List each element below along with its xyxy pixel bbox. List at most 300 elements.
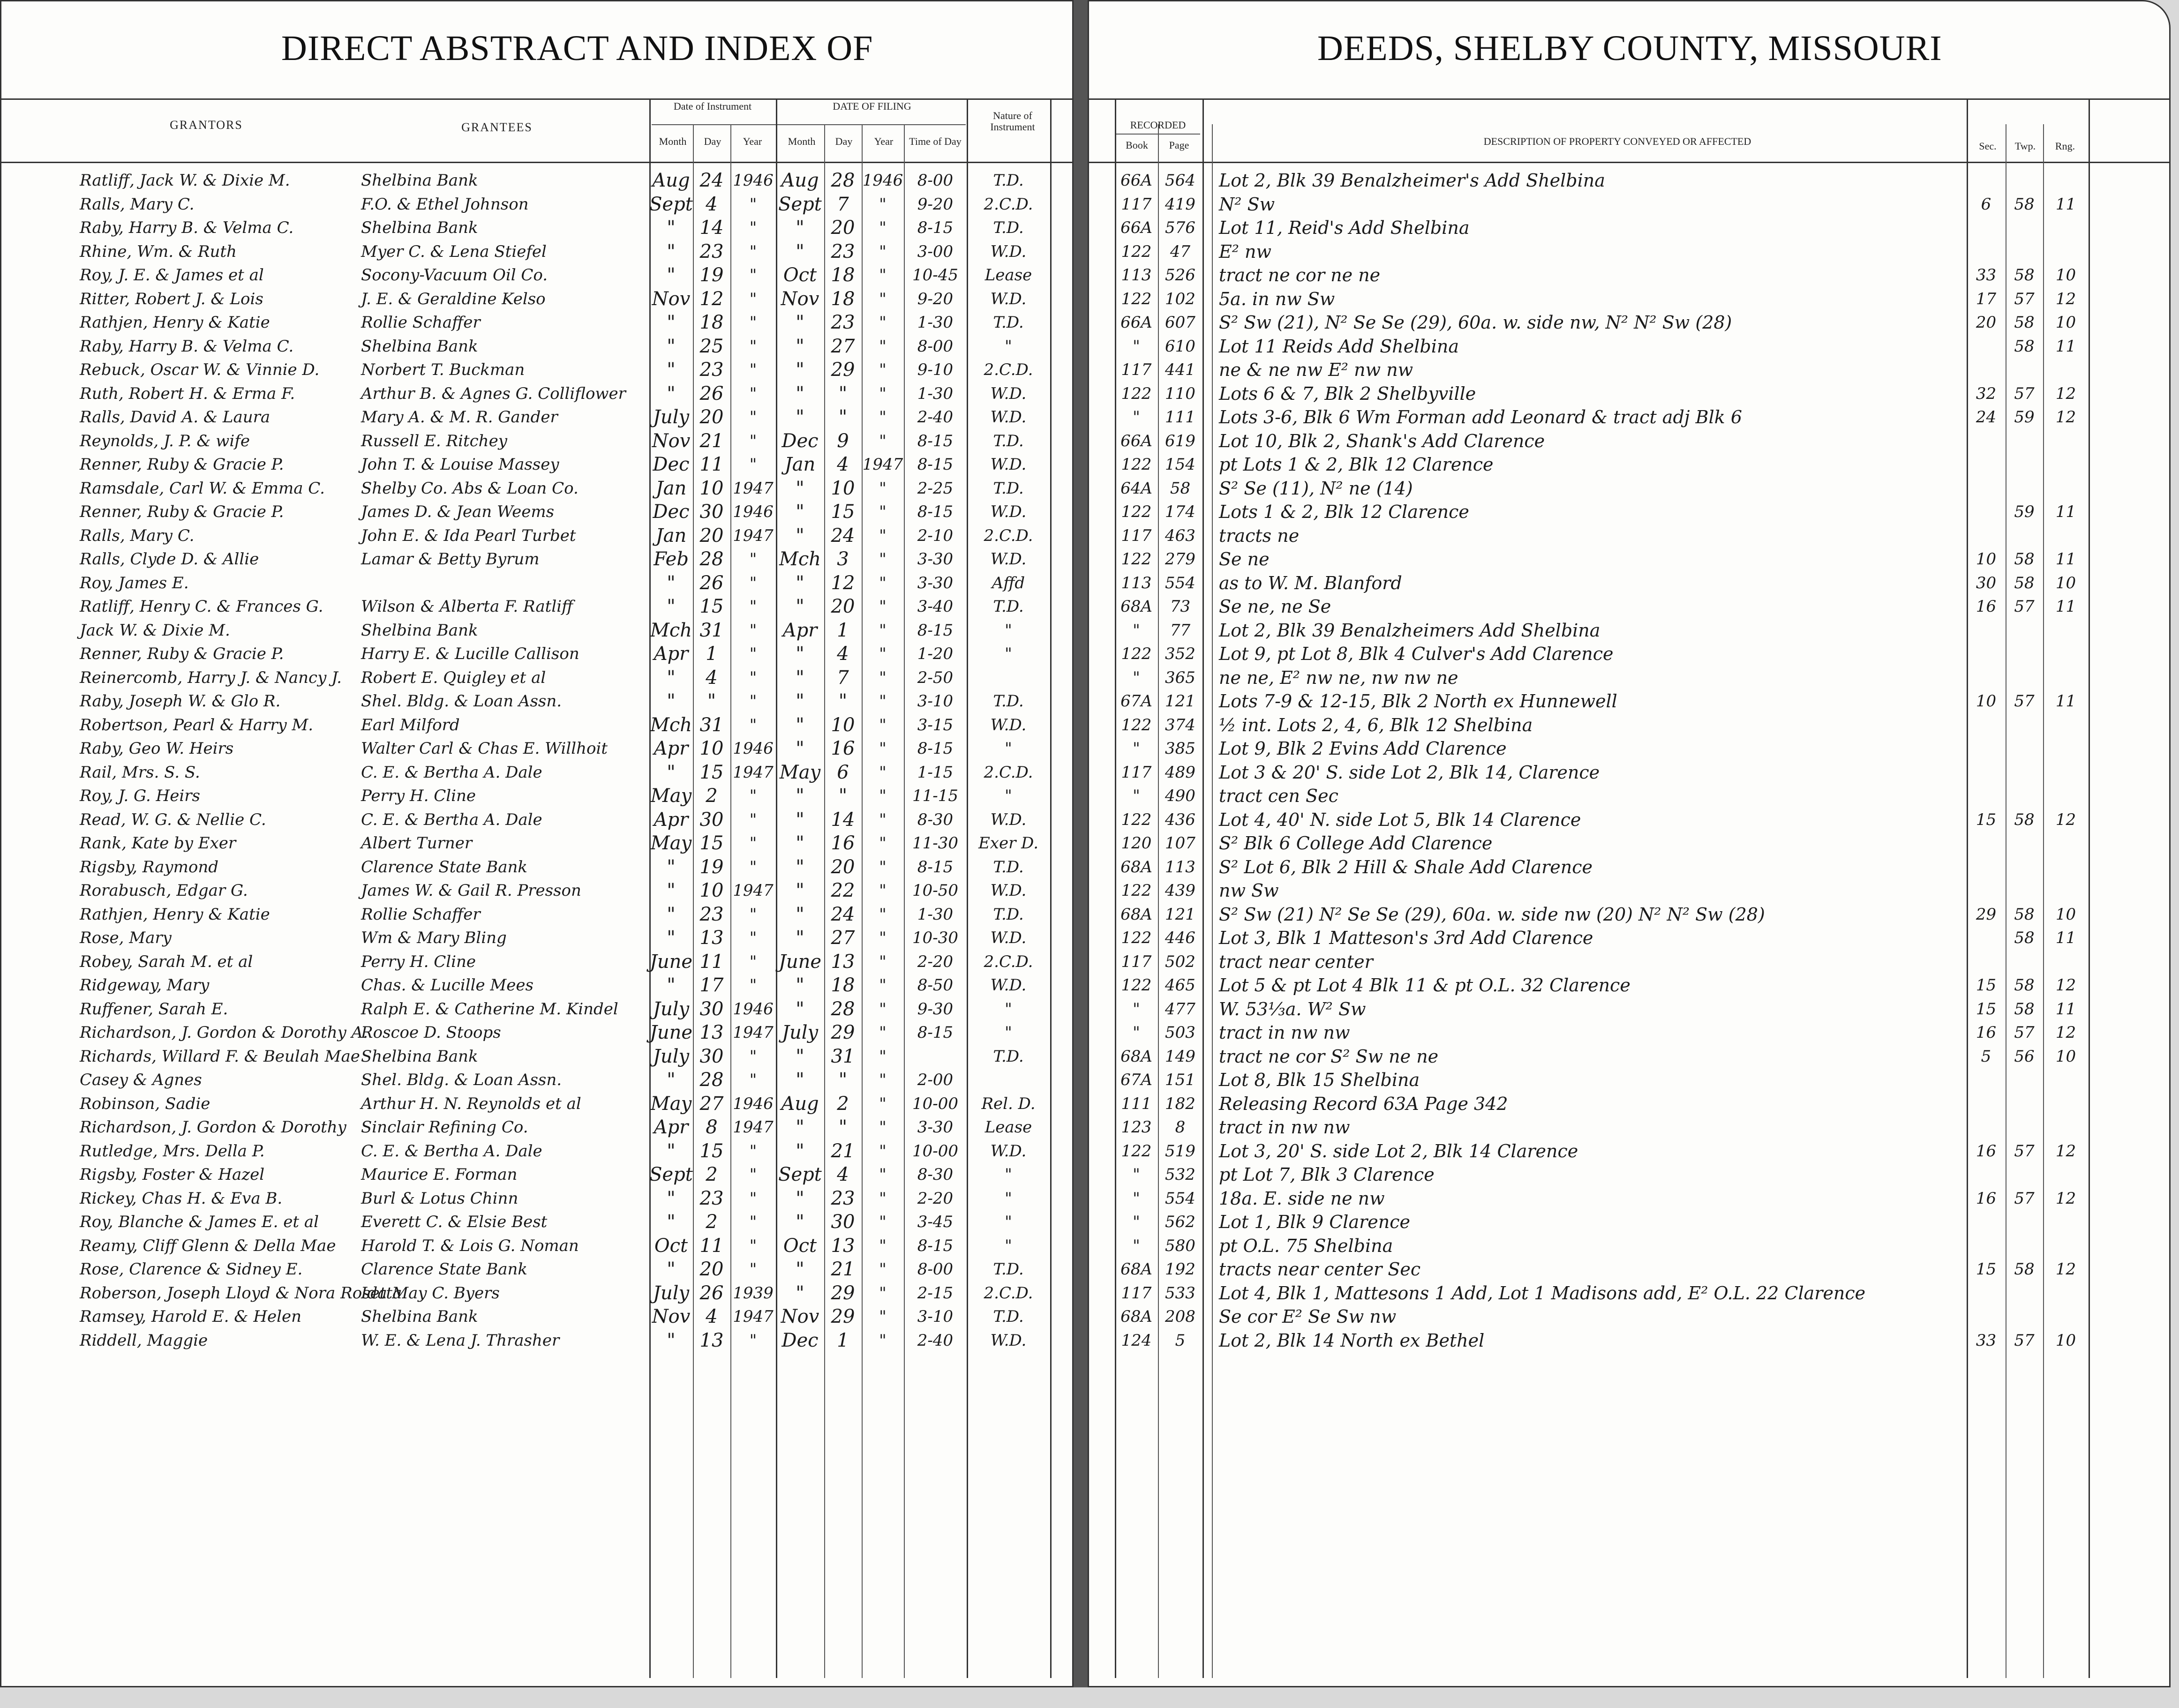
nature-cell: " bbox=[1005, 1165, 1012, 1184]
page-title-right: DEEDS, SHELBY COUNTY, MISSOURI bbox=[1317, 29, 1942, 68]
description-cell: 5a. in nw Sw bbox=[1219, 288, 1335, 309]
book-cell: " bbox=[1133, 408, 1140, 427]
header-sec: Sec. bbox=[1979, 140, 1997, 152]
instrument-year-cell: " bbox=[749, 431, 757, 450]
grantee-cell: Lamar & Betty Byrum bbox=[361, 550, 540, 569]
page-cell: 533 bbox=[1165, 1283, 1195, 1303]
filing-month-cell: " bbox=[796, 596, 804, 617]
instrument-month-cell: Jan bbox=[655, 477, 687, 499]
instrument-day-cell: 12 bbox=[699, 288, 724, 310]
rng-cell: 10 bbox=[2055, 905, 2076, 924]
filing-day-cell: 4 bbox=[837, 643, 849, 665]
grantor-cell: Ramsey, Harold E. & Helen bbox=[80, 1307, 302, 1326]
entry-row bbox=[0, 405, 2179, 429]
entry-row bbox=[0, 926, 2179, 950]
description-cell: Lot 3, Blk 1 Matteson's 3rd Add Clarence bbox=[1219, 928, 1593, 948]
rng-cell: 11 bbox=[2055, 597, 2076, 616]
header-grantees: GRANTEES bbox=[461, 120, 533, 134]
filing-year-cell: " bbox=[879, 739, 887, 758]
nature-cell: T.D. bbox=[993, 218, 1024, 237]
filing-year-cell: " bbox=[879, 1141, 887, 1161]
instrument-day-cell: 10 bbox=[699, 880, 724, 901]
filing-year-cell: " bbox=[879, 999, 887, 1019]
book-cell: 113 bbox=[1121, 573, 1152, 592]
instrument-month-cell: June bbox=[649, 951, 693, 973]
sec-cell: 10 bbox=[1976, 692, 1997, 711]
nature-cell: " bbox=[1005, 1213, 1012, 1231]
instrument-month-cell: " bbox=[667, 690, 676, 712]
book-cell: 67A bbox=[1120, 1071, 1152, 1089]
instrument-year-cell: " bbox=[749, 810, 757, 829]
filing-time-cell: 3-30 bbox=[917, 550, 954, 569]
page-cell: 477 bbox=[1165, 999, 1195, 1019]
filing-month-cell: " bbox=[796, 335, 804, 357]
filing-year-cell: " bbox=[879, 857, 887, 876]
twp-cell: 59 bbox=[2014, 502, 2035, 521]
book-cell: 117 bbox=[1121, 526, 1152, 545]
entry-row bbox=[0, 1187, 2179, 1210]
nature-cell: 2.C.D. bbox=[984, 526, 1033, 545]
filing-year-cell: " bbox=[879, 1071, 887, 1089]
instrument-year-cell: 1947 bbox=[733, 526, 774, 545]
filing-year-cell: 1947 bbox=[862, 455, 903, 474]
nature-cell: T.D. bbox=[993, 905, 1024, 924]
filing-day-cell: " bbox=[838, 1116, 848, 1138]
grantor-cell: Ridgeway, Mary bbox=[80, 976, 210, 995]
page-cell: 73 bbox=[1170, 597, 1191, 616]
instrument-day-cell: 15 bbox=[699, 596, 724, 617]
grantor-cell: Rathjen, Henry & Katie bbox=[80, 905, 270, 924]
rng-cell: 11 bbox=[2055, 692, 2076, 711]
description-cell: tract ne cor ne ne bbox=[1219, 265, 1381, 285]
instrument-month-cell: " bbox=[667, 1187, 676, 1209]
page-cell: 182 bbox=[1165, 1094, 1195, 1113]
book-cell: " bbox=[1133, 621, 1140, 640]
instrument-month-cell: Dec bbox=[653, 501, 690, 523]
description-cell: pt Lots 1 & 2, Blk 12 Clarence bbox=[1219, 454, 1494, 475]
nature-cell: T.D. bbox=[993, 313, 1024, 332]
filing-time-cell: 8-15 bbox=[917, 1236, 954, 1255]
filing-day-cell: 20 bbox=[831, 856, 855, 878]
nature-cell: W.D. bbox=[990, 1331, 1027, 1350]
filing-year-cell: " bbox=[879, 834, 887, 853]
description-cell: Se ne, ne Se bbox=[1219, 596, 1331, 617]
book-cell: " bbox=[1133, 999, 1140, 1019]
rng-cell: 12 bbox=[2055, 408, 2076, 427]
nature-cell: W.D. bbox=[990, 550, 1027, 569]
filing-day-cell: 15 bbox=[831, 501, 855, 523]
instrument-month-cell: May bbox=[650, 785, 692, 807]
nature-cell: W.D. bbox=[990, 455, 1027, 474]
instrument-year-cell: " bbox=[749, 337, 757, 356]
instrument-year-cell: " bbox=[749, 905, 757, 924]
grantee-cell: John E. & Ida Pearl Turbet bbox=[361, 526, 576, 545]
grantee-cell: Shelbina Bank bbox=[361, 621, 478, 640]
description-cell: W. 53⅓a. W² Sw bbox=[1219, 998, 1366, 1019]
filing-year-cell: " bbox=[879, 408, 887, 427]
filing-time-cell: 3-10 bbox=[917, 1307, 954, 1326]
entry-row bbox=[0, 524, 2179, 547]
filing-year-cell: " bbox=[879, 692, 887, 711]
description-cell: Lots 6 & 7, Blk 2 Shelbyville bbox=[1219, 383, 1476, 404]
filing-day-cell: 29 bbox=[831, 1282, 855, 1304]
book-cell: " bbox=[1133, 1213, 1140, 1231]
header-bottom-rule-right bbox=[1088, 162, 2171, 163]
grantee-cell: Walter Carl & Chas E. Willhoit bbox=[361, 739, 608, 758]
description-cell: Lot 3, 20' S. side Lot 2, Blk 14 Clarence bbox=[1219, 1140, 1578, 1161]
grantee-cell: C. E. & Bertha A. Dale bbox=[361, 810, 542, 829]
page-cell: 107 bbox=[1165, 834, 1195, 853]
page-cell: 192 bbox=[1165, 1260, 1195, 1279]
sec-cell: 5 bbox=[1981, 1047, 1991, 1066]
filing-day-cell: 24 bbox=[831, 524, 855, 547]
entry-row bbox=[0, 500, 2179, 524]
grantee-cell: Rollie Schaffer bbox=[361, 313, 481, 332]
grantee-cell: Shelby Co. Abs & Loan Co. bbox=[361, 479, 579, 498]
description-cell: Lot 9, Blk 2 Evins Add Clarence bbox=[1219, 738, 1507, 759]
book-cell: 64A bbox=[1120, 479, 1152, 498]
grantor-cell: Renner, Ruby & Gracie P. bbox=[80, 455, 284, 474]
filing-day-cell: " bbox=[838, 1069, 848, 1091]
header-description: DESCRIPTION OF PROPERTY CONVEYED OR AFFECTED bbox=[1483, 135, 1751, 147]
filing-month-cell: " bbox=[796, 1045, 804, 1067]
description-cell: E² nw bbox=[1219, 241, 1272, 262]
header-time-of-day: Time of Day bbox=[909, 135, 962, 147]
twp-cell: 58 bbox=[2014, 905, 2035, 924]
filing-year-cell: " bbox=[879, 881, 887, 900]
instrument-month-cell: June bbox=[649, 1022, 693, 1043]
filing-day-cell: 29 bbox=[831, 1022, 855, 1043]
instrument-year-cell: " bbox=[749, 408, 757, 427]
filing-day-cell: 27 bbox=[831, 927, 855, 949]
instrument-day-cell: 2 bbox=[706, 785, 718, 807]
entry-row bbox=[0, 240, 2179, 263]
instrument-day-cell: 10 bbox=[699, 738, 724, 759]
filing-day-cell: 7 bbox=[837, 667, 849, 689]
filing-time-cell: 3-15 bbox=[917, 715, 954, 734]
sec-cell: 30 bbox=[1976, 573, 1997, 592]
grantor-cell: Raby, Geo W. Heirs bbox=[80, 739, 234, 758]
filing-year-cell: " bbox=[879, 1331, 887, 1350]
sec-cell: 15 bbox=[1976, 1260, 1997, 1279]
instrument-day-cell: 13 bbox=[699, 1022, 724, 1043]
page-cell: 465 bbox=[1165, 976, 1195, 995]
grantor-cell: Robinson, Sadie bbox=[80, 1094, 210, 1113]
grantee-cell: Harry E. & Lucille Callison bbox=[361, 644, 579, 663]
grantee-cell: Ida May C. Byers bbox=[361, 1283, 500, 1303]
instrument-year-cell: " bbox=[749, 929, 757, 947]
filing-month-cell: " bbox=[796, 927, 804, 949]
instrument-day-cell: 28 bbox=[699, 548, 724, 570]
filing-year-cell: " bbox=[879, 621, 887, 640]
instrument-day-cell: 31 bbox=[699, 714, 724, 736]
nature-cell: T.D. bbox=[993, 1047, 1024, 1066]
instrument-month-cell: " bbox=[667, 335, 676, 357]
instrument-month-cell: Oct bbox=[654, 1235, 688, 1257]
grantor-cell: Ritter, Robert J. & Lois bbox=[80, 289, 263, 308]
filing-day-cell: 1 bbox=[837, 1329, 849, 1351]
grantee-cell: Ralph E. & Catherine M. Kindel bbox=[361, 999, 618, 1019]
nature-cell: " bbox=[1005, 1189, 1012, 1208]
entry-row bbox=[0, 855, 2179, 879]
page-cell: 576 bbox=[1165, 218, 1195, 237]
grantee-cell: Perry H. Cline bbox=[361, 952, 476, 971]
filing-month-cell: July bbox=[781, 1022, 819, 1043]
nature-cell: T.D. bbox=[993, 171, 1024, 190]
entry-row bbox=[0, 1210, 2179, 1234]
twp-cell: 57 bbox=[2014, 1023, 2035, 1042]
header-bottom-rule-left bbox=[0, 162, 1074, 163]
header-grantors: GRANTORS bbox=[170, 118, 243, 132]
instrument-month-cell: " bbox=[667, 359, 676, 381]
instrument-year-cell: " bbox=[749, 1165, 757, 1184]
description-cell: tract cen Sec bbox=[1219, 786, 1338, 806]
instrument-month-cell: Nov bbox=[652, 1306, 691, 1327]
page-cell: 121 bbox=[1165, 692, 1195, 711]
page-cell: 208 bbox=[1165, 1307, 1195, 1326]
instrument-year-cell: " bbox=[749, 1236, 757, 1255]
description-cell: Lot 2, Blk 39 Benalzheimer's Add Shelbina bbox=[1219, 170, 1605, 191]
filing-time-cell: 8-50 bbox=[917, 976, 954, 995]
description-cell: ne ne, E² nw ne, nw nw ne bbox=[1219, 667, 1458, 688]
instrument-day-cell: 2 bbox=[706, 1164, 718, 1185]
instrument-month-cell: " bbox=[667, 1329, 676, 1351]
entry-row bbox=[0, 1045, 2179, 1068]
filing-month-cell: " bbox=[796, 312, 804, 333]
grantor-cell: Rose, Mary bbox=[80, 929, 172, 947]
grantee-cell: Clarence State Bank bbox=[361, 1260, 527, 1279]
sec-cell: 33 bbox=[1976, 1331, 1997, 1350]
grantee-cell: C. E. & Bertha A. Dale bbox=[361, 1141, 542, 1161]
page-cell: 564 bbox=[1165, 171, 1195, 190]
entry-row bbox=[0, 974, 2179, 997]
book-cell: 122 bbox=[1121, 810, 1152, 829]
filing-year-cell: " bbox=[879, 1307, 887, 1326]
filing-time-cell: 2-10 bbox=[917, 526, 954, 545]
book-cell: 117 bbox=[1121, 952, 1152, 971]
entry-row bbox=[0, 808, 2179, 832]
grantor-cell: Rose, Clarence & Sidney E. bbox=[80, 1260, 303, 1279]
nature-cell: 2.C.D. bbox=[984, 763, 1033, 782]
instrument-year-cell: " bbox=[749, 195, 757, 214]
entry-row bbox=[0, 263, 2179, 287]
instrument-day-cell: 23 bbox=[699, 359, 724, 381]
page-cell: 619 bbox=[1165, 431, 1195, 450]
filing-month-cell: " bbox=[796, 477, 804, 499]
page-cell: 279 bbox=[1165, 550, 1195, 569]
filing-year-cell: " bbox=[879, 337, 887, 356]
header-date-rule bbox=[652, 124, 966, 125]
instrument-day-cell: 15 bbox=[699, 1140, 724, 1162]
twp-cell: 58 bbox=[2014, 976, 2035, 995]
book-cell: 68A bbox=[1120, 905, 1152, 924]
description-cell: ne & ne nw E² nw nw bbox=[1219, 360, 1413, 380]
grantor-cell: Ramsdale, Carl W. & Emma C. bbox=[80, 479, 325, 498]
filing-time-cell: 8-15 bbox=[917, 455, 954, 474]
entry-row bbox=[0, 1021, 2179, 1044]
entry-row bbox=[0, 619, 2179, 642]
rng-cell: 12 bbox=[2055, 289, 2076, 308]
instrument-month-cell: " bbox=[667, 927, 676, 949]
instrument-month-cell: Sept bbox=[649, 1164, 693, 1185]
filing-year-cell: " bbox=[879, 1165, 887, 1184]
description-cell: S² Lot 6, Blk 2 Hill & Shale Add Clarence bbox=[1219, 856, 1593, 877]
entry-row bbox=[0, 453, 2179, 476]
filing-month-cell: May bbox=[779, 761, 821, 783]
filing-day-cell: 27 bbox=[831, 335, 855, 357]
description-cell: Lot 5 & pt Lot 4 Blk 11 & pt O.L. 32 Clarence bbox=[1219, 975, 1630, 996]
instrument-day-cell: 20 bbox=[699, 524, 724, 547]
instrument-day-cell: 15 bbox=[699, 832, 724, 854]
filing-month-cell: Oct bbox=[783, 1235, 817, 1257]
instrument-year-cell: 1946 bbox=[733, 1094, 774, 1113]
grantor-cell: Casey & Agnes bbox=[80, 1071, 202, 1089]
filing-time-cell: 8-15 bbox=[917, 218, 954, 237]
page-cell: 113 bbox=[1165, 857, 1195, 876]
description-cell: S² Sw (21), N² Se Se (29), 60a. w. side nw, N² N² Sw (28) bbox=[1219, 312, 1732, 333]
grantor-cell: Rigsby, Foster & Hazel bbox=[80, 1165, 265, 1184]
nature-cell: 2.C.D. bbox=[984, 195, 1033, 214]
filing-time-cell: 2-20 bbox=[917, 952, 954, 971]
instrument-day-cell: 21 bbox=[699, 430, 724, 452]
twp-cell: 57 bbox=[2014, 1189, 2035, 1208]
filing-month-cell: " bbox=[796, 714, 804, 736]
grantee-cell: Norbert T. Buckman bbox=[361, 360, 525, 379]
filing-month-cell: June bbox=[778, 951, 822, 973]
filing-month-cell: Dec bbox=[781, 430, 819, 452]
rng-cell: 10 bbox=[2055, 1047, 2076, 1066]
description-cell: tract near center bbox=[1219, 951, 1373, 972]
filing-time-cell: 8-15 bbox=[917, 857, 954, 876]
grantor-cell: Ralls, Mary C. bbox=[80, 526, 195, 545]
filing-year-cell: " bbox=[879, 763, 887, 782]
filing-time-cell: 9-20 bbox=[917, 195, 954, 214]
instrument-year-cell: " bbox=[749, 1189, 757, 1208]
page-cell: 77 bbox=[1170, 621, 1191, 640]
description-cell: tracts near center Sec bbox=[1219, 1259, 1421, 1280]
nature-cell: Exer D. bbox=[978, 834, 1039, 853]
page-cell: 607 bbox=[1165, 313, 1195, 332]
grantee-cell: Shelbina Bank bbox=[361, 337, 478, 356]
book-cell: 68A bbox=[1120, 597, 1152, 616]
filing-month-cell: " bbox=[796, 903, 804, 925]
filing-day-cell: 28 bbox=[831, 170, 855, 191]
filing-time-cell: 2-15 bbox=[917, 1283, 954, 1303]
book-cell: " bbox=[1133, 1165, 1140, 1184]
grantor-cell: Reynolds, J. P. & wife bbox=[80, 431, 250, 450]
entry-row bbox=[0, 713, 2179, 737]
instrument-month-cell: Dec bbox=[653, 454, 690, 475]
twp-cell: 58 bbox=[2014, 313, 2035, 332]
filing-year-cell: " bbox=[879, 787, 887, 805]
grantor-cell: Raby, Harry B. & Velma C. bbox=[80, 218, 294, 237]
instrument-month-cell: " bbox=[667, 1259, 676, 1280]
filing-month-cell: " bbox=[796, 1187, 804, 1209]
instrument-year-cell: 1946 bbox=[733, 171, 774, 190]
instrument-month-cell: Sept bbox=[649, 193, 693, 215]
nature-cell: W.D. bbox=[990, 242, 1027, 261]
grantor-cell: Roy, J. E. & James et al bbox=[80, 266, 264, 285]
instrument-day-cell: 11 bbox=[699, 951, 724, 973]
filing-year-cell: " bbox=[879, 384, 887, 403]
book-cell: 67A bbox=[1120, 692, 1152, 711]
header-inst-year: Year bbox=[743, 135, 762, 147]
header-page: Page bbox=[1169, 139, 1189, 151]
entry-row bbox=[0, 761, 2179, 784]
page-cell: 352 bbox=[1165, 644, 1195, 663]
filing-year-cell: " bbox=[879, 242, 887, 261]
grantor-cell: Renner, Ruby & Gracie P. bbox=[80, 644, 284, 663]
page-cell: 374 bbox=[1165, 715, 1195, 734]
book-cell: " bbox=[1133, 1023, 1140, 1042]
instrument-day-cell: 23 bbox=[699, 240, 724, 262]
header-rng: Rng. bbox=[2055, 140, 2075, 152]
sec-cell: 20 bbox=[1976, 313, 1997, 332]
sec-cell: 16 bbox=[1976, 1023, 1997, 1042]
filing-year-cell: " bbox=[879, 431, 887, 450]
page-cell: 554 bbox=[1165, 1189, 1195, 1208]
filing-day-cell: 18 bbox=[831, 264, 855, 286]
instrument-month-cell: Apr bbox=[654, 738, 689, 759]
instrument-day-cell: 30 bbox=[699, 1045, 724, 1067]
filing-year-cell: " bbox=[879, 195, 887, 214]
filing-day-cell: 20 bbox=[831, 596, 855, 617]
grantor-cell: Richards, Willard F. & Beulah Mae bbox=[80, 1047, 360, 1066]
filing-day-cell: 3 bbox=[837, 548, 849, 570]
sec-cell: 15 bbox=[1976, 976, 1997, 995]
sec-cell: 24 bbox=[1976, 408, 1997, 427]
rng-cell: 12 bbox=[2055, 384, 2076, 403]
description-cell: Se cor E² Se Sw nw bbox=[1219, 1306, 1397, 1327]
filing-day-cell: 18 bbox=[831, 974, 855, 996]
nature-cell: W.D. bbox=[990, 715, 1027, 734]
instrument-month-cell: " bbox=[667, 312, 676, 333]
book-cell: 122 bbox=[1121, 550, 1152, 569]
filing-day-cell: 23 bbox=[831, 1187, 855, 1209]
nature-cell: T.D. bbox=[993, 431, 1024, 450]
nature-cell: T.D. bbox=[993, 692, 1024, 711]
sec-cell: 15 bbox=[1976, 999, 1997, 1019]
instrument-year-cell: 1947 bbox=[733, 881, 774, 900]
instrument-day-cell: 31 bbox=[699, 619, 724, 641]
book-cell: 68A bbox=[1120, 1307, 1152, 1326]
description-cell: Lot 11 Reids Add Shelbina bbox=[1219, 336, 1459, 357]
book-cell: 122 bbox=[1121, 455, 1152, 474]
grantee-cell: Sinclair Refining Co. bbox=[361, 1118, 528, 1137]
grantor-cell: Rorabusch, Edgar G. bbox=[80, 881, 248, 900]
grantor-cell: Rathjen, Henry & Katie bbox=[80, 313, 270, 332]
filing-time-cell: 8-15 bbox=[917, 621, 954, 640]
instrument-day-cell: 2 bbox=[706, 1211, 718, 1233]
entry-row bbox=[0, 382, 2179, 405]
grantee-cell: Perry H. Cline bbox=[361, 787, 476, 805]
filing-day-cell: " bbox=[838, 406, 848, 428]
entry-row bbox=[0, 1068, 2179, 1092]
instrument-year-cell: " bbox=[749, 573, 757, 592]
grantee-cell: Everett C. & Elsie Best bbox=[361, 1213, 548, 1231]
description-cell: pt O.L. 75 Shelbina bbox=[1219, 1235, 1393, 1256]
instrument-year-cell: " bbox=[749, 597, 757, 616]
book-cell: 113 bbox=[1121, 266, 1152, 285]
instrument-month-cell: Feb bbox=[654, 548, 689, 570]
filing-month-cell: " bbox=[796, 667, 804, 689]
page-cell: 554 bbox=[1165, 573, 1195, 592]
nature-cell: W.D. bbox=[990, 881, 1027, 900]
filing-day-cell: 31 bbox=[831, 1045, 855, 1067]
filing-month-cell: " bbox=[796, 832, 804, 854]
description-cell: nw Sw bbox=[1219, 880, 1279, 901]
entry-row bbox=[0, 571, 2179, 595]
